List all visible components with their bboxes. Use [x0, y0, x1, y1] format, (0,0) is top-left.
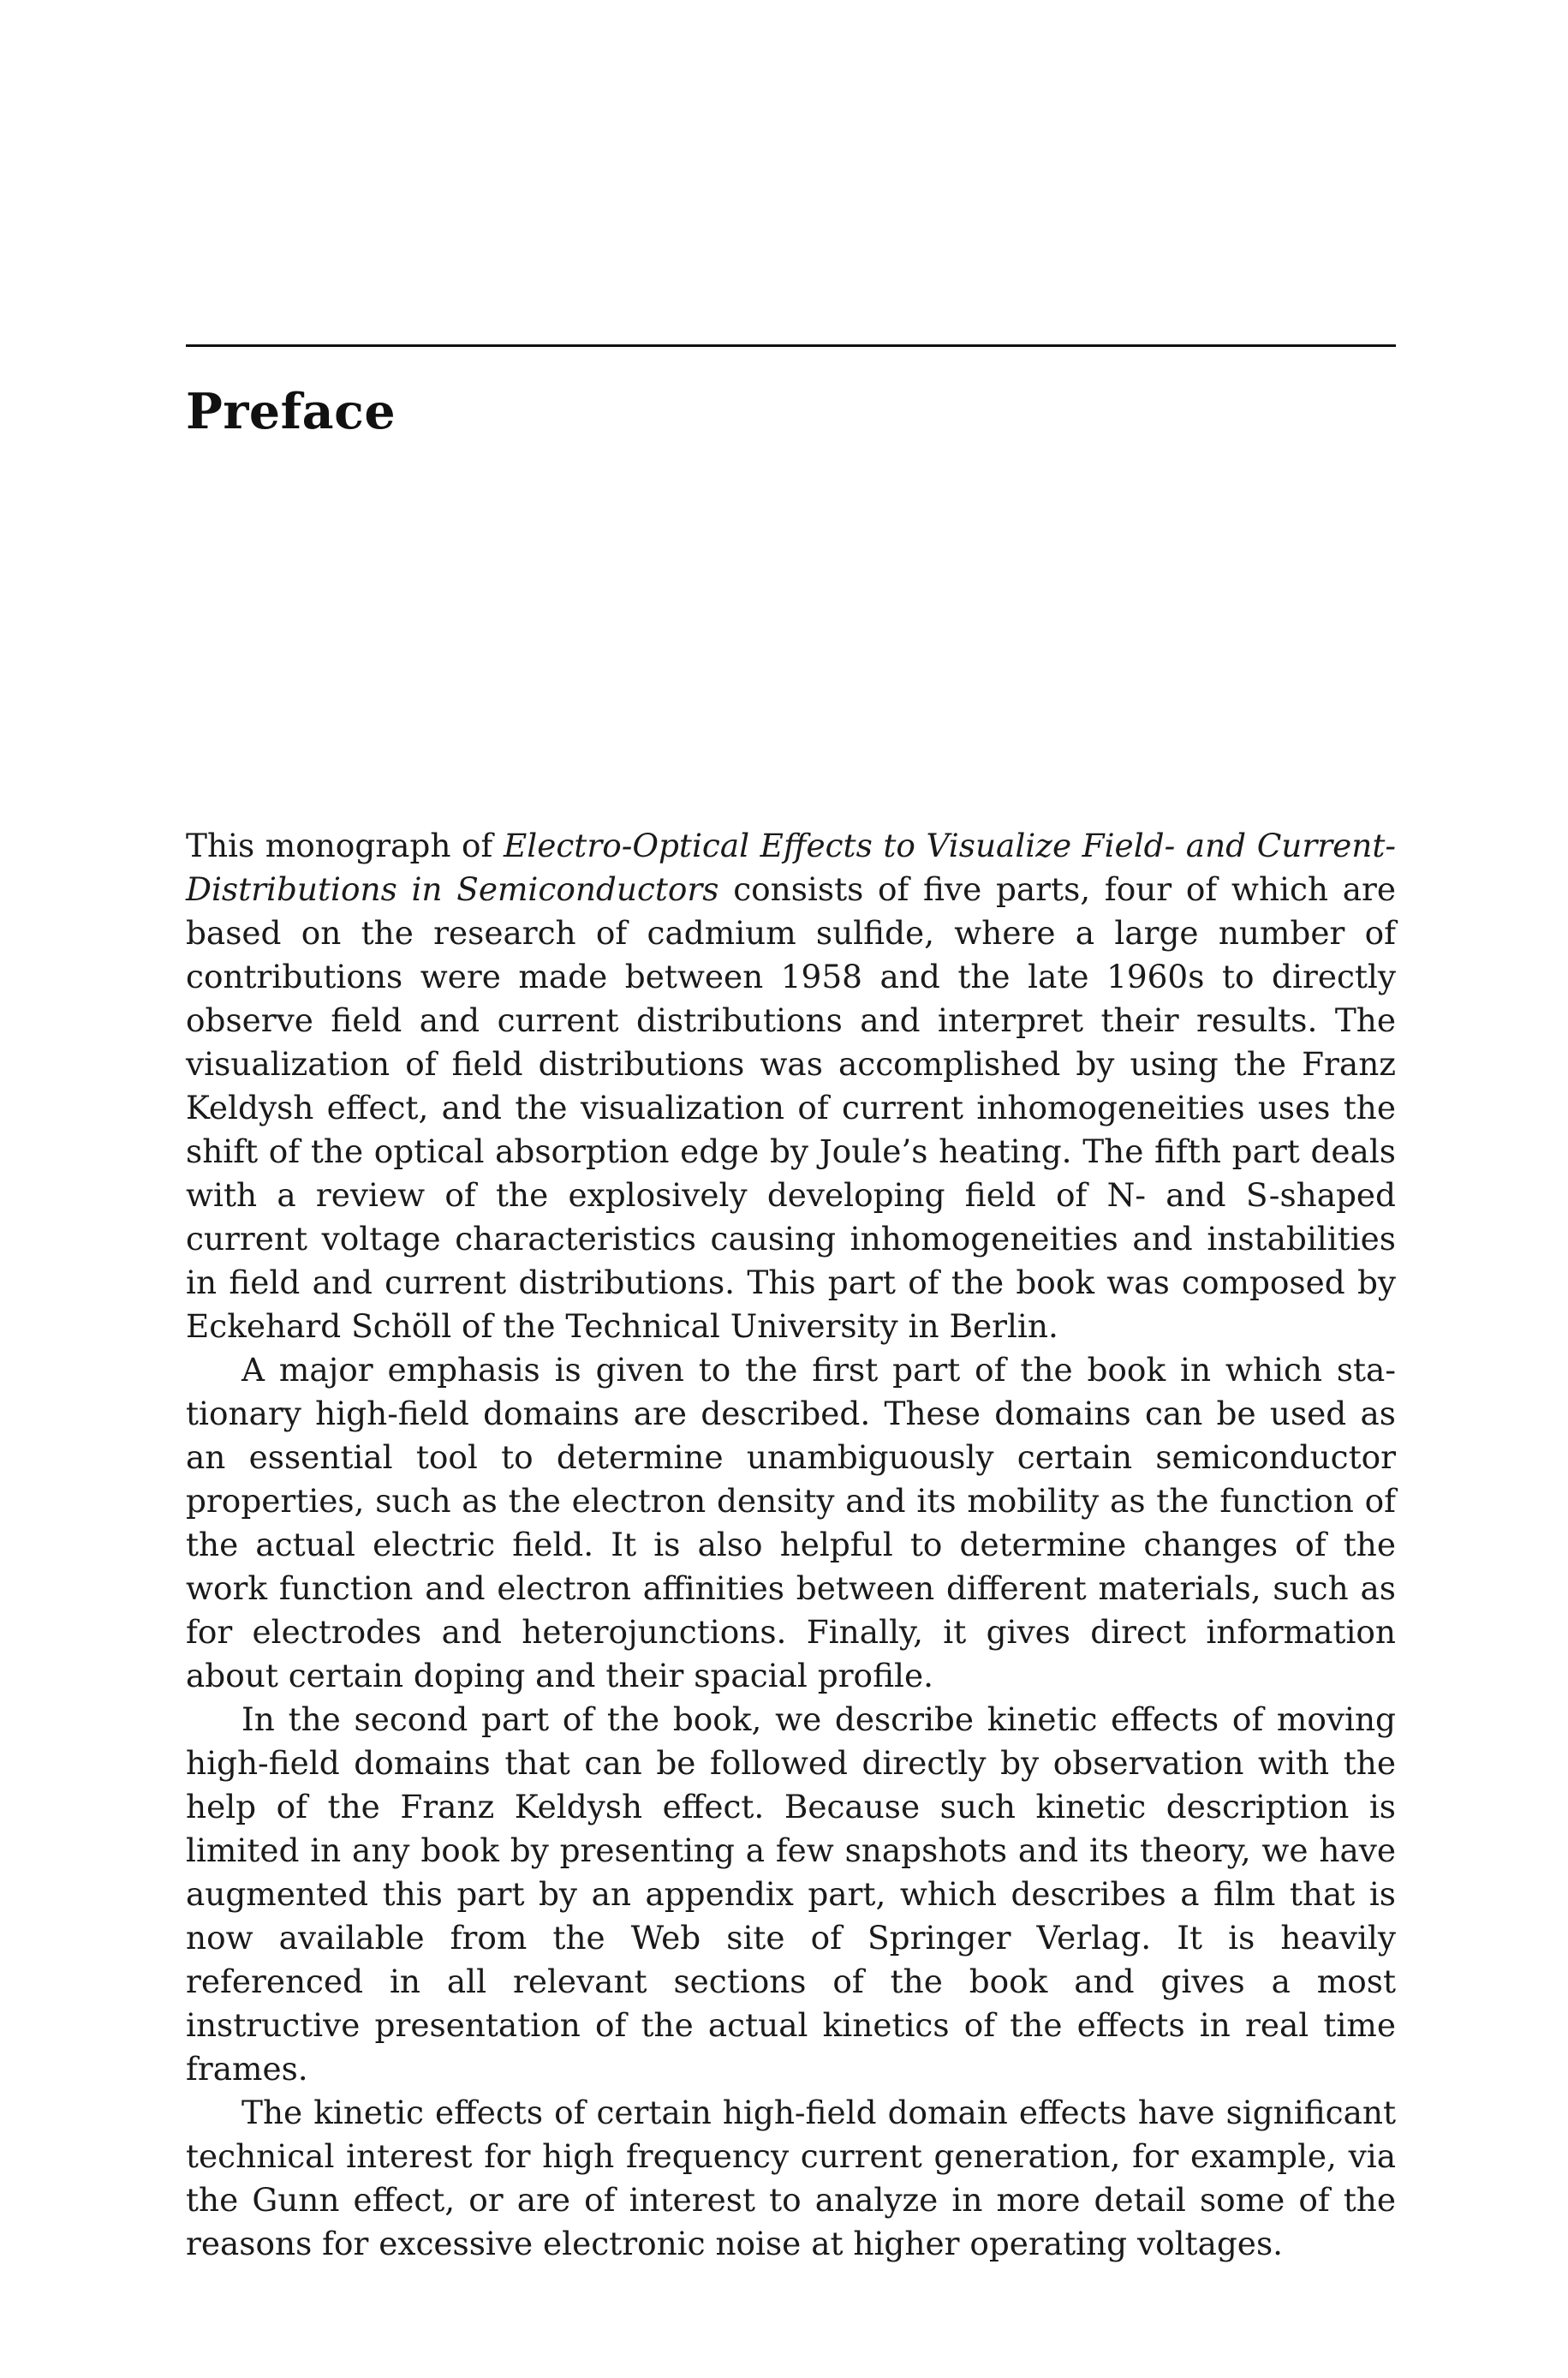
book-title-italic: Electro-Optical Effects to Visualize Field- and Current-Distributions in Semiconductors	[186, 827, 1397, 908]
header-rule	[186, 344, 1396, 347]
page-title: Preface	[186, 383, 396, 440]
paragraph-1	[186, 824, 1396, 1348]
paragraph-1-intro: This monograph of	[186, 827, 504, 864]
preface-body	[186, 824, 1396, 2266]
paragraph-2: A major emphasis is given to the first part of the book in which stationary high-field domains are described. These domains can be used as an essential tool to determine unambiguously certain semiconductor properties, such as the electron density and its mobility as the function of the actual electric field. It is also helpful to determine changes of the work function and electron affinities between different materials, such as for electrodes and heterojunctions. Finally, it gives direct information about certain doping and their spacial profile.	[186, 1351, 1396, 1694]
paragraph-3: In the second part of the book, we describe kinetic effects of moving high-field domains that can be followed directly by observation with the help of the Franz Keldysh effect. Because such kinetic description is limited in any book by presenting a few snapshots and its theory, we have augmented this part by an appendix part, which describes a film that is now available from the Web site of Springer Verlag. It is heavily referenced in all relevant sections of the book and gives a most instructive presentation of the actual kinetics of the effects in real time frames.	[186, 1700, 1396, 2088]
paragraph-1-rest: consists of five parts, four of which are based on the research of cadmium sulfide, where a large number of contributions were made between 1958 and the late 1960s to directly observe field and current distributions and interpret their results. The visualization of field distributions was accomplished by using the Franz Keldysh effect, and the visualization of current inhomogeneities uses the shift of the optical absorption edge by Joule’s heating. The fifth part deals with a review of the explosively developing field of N- and S-shaped current voltage characteristics causing inhomogeneities and instabilities in field and current distributions. This part of the book was composed by Eckehard Schöll of the Technical University in Berlin.	[186, 870, 1397, 1345]
paragraph-4: The kinetic effects of certain high-field domain effects have significant technical interest for high frequency current generation, for example, via the Gunn effect, or are of interest to analyze in more detail some of the reasons for excessive electronic noise at higher operating voltages.	[186, 2094, 1396, 2262]
